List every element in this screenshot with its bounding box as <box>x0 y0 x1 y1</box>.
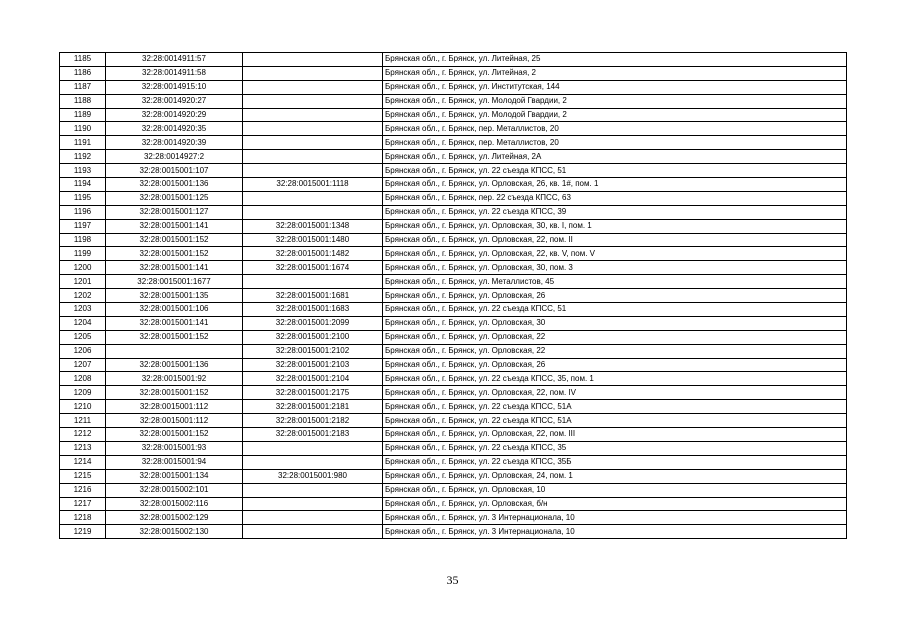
cadastral-number-cell: 32:28:0015001:136 <box>106 178 243 192</box>
row-number-cell: 1201 <box>60 275 106 289</box>
table-row <box>60 344 847 358</box>
sub-cadastral-number-cell <box>243 164 383 178</box>
address-cell: Брянская обл., г. Брянск, пер. Металлистов, 20 <box>383 136 847 150</box>
sub-cadastral-number-cell <box>243 136 383 150</box>
row-number-cell: 1219 <box>60 525 106 539</box>
cadastral-number-cell: 32:28:0014920:29 <box>106 108 243 122</box>
cadastral-number-cell: 32:28:0015001:106 <box>106 303 243 317</box>
sub-cadastral-number-cell <box>243 122 383 136</box>
cadastral-number-cell: 32:28:0015001:135 <box>106 289 243 303</box>
row-number-cell: 1213 <box>60 441 106 455</box>
table-row <box>60 94 847 108</box>
cadastral-number-cell: 32:28:0015002:116 <box>106 497 243 511</box>
row-number-cell: 1186 <box>60 66 106 80</box>
row-number-cell: 1187 <box>60 80 106 94</box>
cadastral-number-cell: 32:28:0015001:112 <box>106 400 243 414</box>
cadastral-number-cell: 32:28:0014911:58 <box>106 66 243 80</box>
row-number-cell: 1204 <box>60 316 106 330</box>
sub-cadastral-number-cell: 32:28:0015001:2183 <box>243 428 383 442</box>
row-number-cell: 1193 <box>60 164 106 178</box>
row-number-cell: 1185 <box>60 53 106 67</box>
address-cell: Брянская обл., г. Брянск, ул. Орловская, 24, пом. 1 <box>383 469 847 483</box>
table-row <box>60 441 847 455</box>
cadastral-number-cell: 32:28:0015001:107 <box>106 164 243 178</box>
address-cell: Брянская обл., г. Брянск, ул. Институтская, 144 <box>383 80 847 94</box>
cadastral-number-cell: 32:28:0014920:35 <box>106 122 243 136</box>
cadastral-number-cell: 32:28:0015002:101 <box>106 483 243 497</box>
row-number-cell: 1199 <box>60 247 106 261</box>
table-row <box>60 66 847 80</box>
row-number-cell: 1210 <box>60 400 106 414</box>
sub-cadastral-number-cell: 32:28:0015001:1118 <box>243 178 383 192</box>
table-row <box>60 483 847 497</box>
table-row <box>60 497 847 511</box>
address-cell: Брянская обл., г. Брянск, ул. Литейная, 2 <box>383 66 847 80</box>
sub-cadastral-number-cell <box>243 275 383 289</box>
table-row <box>60 164 847 178</box>
cadastral-number-cell <box>106 344 243 358</box>
address-cell: Брянская обл., г. Брянск, ул. Орловская, 30, пом. 3 <box>383 261 847 275</box>
row-number-cell: 1208 <box>60 372 106 386</box>
registry-table <box>59 52 847 539</box>
row-number-cell: 1218 <box>60 511 106 525</box>
sub-cadastral-number-cell: 32:28:0015001:980 <box>243 469 383 483</box>
address-cell: Брянская обл., г. Брянск, ул. Литейная, 25 <box>383 53 847 67</box>
row-number-cell: 1214 <box>60 455 106 469</box>
cadastral-number-cell: 32:28:0014911:57 <box>106 53 243 67</box>
sub-cadastral-number-cell <box>243 191 383 205</box>
cadastral-number-cell: 32:28:0015001:141 <box>106 316 243 330</box>
page-number: 35 <box>446 573 459 587</box>
address-cell: Брянская обл., г. Брянск, ул. 22 съезда КПСС, 35, пом. 1 <box>383 372 847 386</box>
address-cell: Брянская обл., г. Брянск, ул. 3 Интернационала, 10 <box>383 525 847 539</box>
table-row <box>60 108 847 122</box>
cadastral-number-cell: 32:28:0015001:94 <box>106 455 243 469</box>
sub-cadastral-number-cell: 32:28:0015001:2104 <box>243 372 383 386</box>
table-row <box>60 414 847 428</box>
sub-cadastral-number-cell <box>243 205 383 219</box>
table-row <box>60 469 847 483</box>
table-row <box>60 428 847 442</box>
row-number-cell: 1196 <box>60 205 106 219</box>
address-cell: Брянская обл., г. Брянск, ул. 22 съезда КПСС, 51 <box>383 164 847 178</box>
cadastral-number-cell: 32:28:0015001:127 <box>106 205 243 219</box>
table-row <box>60 233 847 247</box>
address-cell: Брянская обл., г. Брянск, ул. Орловская, 22 <box>383 330 847 344</box>
table-row <box>60 372 847 386</box>
table-row <box>60 289 847 303</box>
address-cell: Брянская обл., г. Брянск, ул. Орловская, 22 <box>383 344 847 358</box>
address-cell: Брянская обл., г. Брянск, пер. 22 съезда КПСС, 63 <box>383 191 847 205</box>
cadastral-number-cell: 32:28:0015001:152 <box>106 247 243 261</box>
table-row <box>60 400 847 414</box>
address-cell: Брянская обл., г. Брянск, ул. Молодой Гвардии, 2 <box>383 108 847 122</box>
address-cell: Брянская обл., г. Брянск, ул. 22 съезда КПСС, 35Б <box>383 455 847 469</box>
registry-table-body <box>60 53 847 539</box>
cadastral-number-cell: 32:28:0015001:141 <box>106 261 243 275</box>
cadastral-number-cell: 32:28:0015001:1677 <box>106 275 243 289</box>
table-row <box>60 53 847 67</box>
row-number-cell: 1194 <box>60 178 106 192</box>
row-number-cell: 1198 <box>60 233 106 247</box>
address-cell: Брянская обл., г. Брянск, ул. Орловская, 22, пом. II <box>383 233 847 247</box>
row-number-cell: 1216 <box>60 483 106 497</box>
row-number-cell: 1212 <box>60 428 106 442</box>
row-number-cell: 1200 <box>60 261 106 275</box>
address-cell: Брянская обл., г. Брянск, ул. 22 съезда КПСС, 35 <box>383 441 847 455</box>
table-row <box>60 122 847 136</box>
sub-cadastral-number-cell <box>243 66 383 80</box>
row-number-cell: 1191 <box>60 136 106 150</box>
sub-cadastral-number-cell: 32:28:0015001:2181 <box>243 400 383 414</box>
row-number-cell: 1202 <box>60 289 106 303</box>
sub-cadastral-number-cell <box>243 441 383 455</box>
table-row <box>60 136 847 150</box>
address-cell: Брянская обл., г. Брянск, ул. Орловская, 22, пом. IV <box>383 386 847 400</box>
cadastral-number-cell: 32:28:0014927:2 <box>106 150 243 164</box>
address-cell: Брянская обл., г. Брянск, ул. Орловская, 22, пом. III <box>383 428 847 442</box>
cadastral-number-cell: 32:28:0015001:112 <box>106 414 243 428</box>
address-cell: Брянская обл., г. Брянск, ул. Молодой Гвардии, 2 <box>383 94 847 108</box>
table-row <box>60 525 847 539</box>
cadastral-number-cell: 32:28:0015001:93 <box>106 441 243 455</box>
row-number-cell: 1188 <box>60 94 106 108</box>
table-row <box>60 150 847 164</box>
sub-cadastral-number-cell: 32:28:0015001:2175 <box>243 386 383 400</box>
table-row <box>60 205 847 219</box>
sub-cadastral-number-cell: 32:28:0015001:2100 <box>243 330 383 344</box>
sub-cadastral-number-cell: 32:28:0015001:1681 <box>243 289 383 303</box>
table-row <box>60 247 847 261</box>
cadastral-number-cell: 32:28:0014920:39 <box>106 136 243 150</box>
cadastral-number-cell: 32:28:0015001:141 <box>106 219 243 233</box>
cadastral-number-cell: 32:28:0015001:152 <box>106 233 243 247</box>
address-cell: Брянская обл., г. Брянск, пер. Металлистов, 20 <box>383 122 847 136</box>
address-cell: Брянская обл., г. Брянск, ул. 22 съезда КПСС, 51А <box>383 400 847 414</box>
row-number-cell: 1211 <box>60 414 106 428</box>
cadastral-number-cell: 32:28:0015002:130 <box>106 525 243 539</box>
address-cell: Брянская обл., г. Брянск, ул. Орловская, 26, кв. 1#, пом. 1 <box>383 178 847 192</box>
sub-cadastral-number-cell: 32:28:0015001:1674 <box>243 261 383 275</box>
table-row <box>60 191 847 205</box>
table-row <box>60 303 847 317</box>
table-row <box>60 275 847 289</box>
sub-cadastral-number-cell <box>243 94 383 108</box>
row-number-cell: 1190 <box>60 122 106 136</box>
address-cell: Брянская обл., г. Брянск, ул. Орловская, 30, кв. I, пом. 1 <box>383 219 847 233</box>
address-cell: Брянская обл., г. Брянск, ул. Орловская, б/н <box>383 497 847 511</box>
sub-cadastral-number-cell: 32:28:0015001:2182 <box>243 414 383 428</box>
address-cell: Брянская обл., г. Брянск, ул. Литейная, 2А <box>383 150 847 164</box>
address-cell: Брянская обл., г. Брянск, ул. Орловская, 22, кв. V, пом. V <box>383 247 847 261</box>
table-row <box>60 386 847 400</box>
cadastral-number-cell: 32:28:0015001:125 <box>106 191 243 205</box>
sub-cadastral-number-cell: 32:28:0015001:2103 <box>243 358 383 372</box>
sub-cadastral-number-cell <box>243 108 383 122</box>
table-row <box>60 261 847 275</box>
table-row <box>60 511 847 525</box>
sub-cadastral-number-cell <box>243 80 383 94</box>
sub-cadastral-number-cell: 32:28:0015001:1683 <box>243 303 383 317</box>
sub-cadastral-number-cell <box>243 525 383 539</box>
sub-cadastral-number-cell <box>243 150 383 164</box>
sub-cadastral-number-cell: 32:28:0015001:1482 <box>243 247 383 261</box>
cadastral-number-cell: 32:28:0014920:27 <box>106 94 243 108</box>
cadastral-number-cell: 32:28:0015001:136 <box>106 358 243 372</box>
cadastral-number-cell: 32:28:0015001:134 <box>106 469 243 483</box>
row-number-cell: 1217 <box>60 497 106 511</box>
table-row <box>60 330 847 344</box>
sub-cadastral-number-cell <box>243 483 383 497</box>
row-number-cell: 1207 <box>60 358 106 372</box>
sub-cadastral-number-cell: 32:28:0015001:2099 <box>243 316 383 330</box>
row-number-cell: 1203 <box>60 303 106 317</box>
cadastral-number-cell: 32:28:0015001:152 <box>106 386 243 400</box>
table-row <box>60 178 847 192</box>
address-cell: Брянская обл., г. Брянск, ул. Орловская, 26 <box>383 358 847 372</box>
row-number-cell: 1209 <box>60 386 106 400</box>
row-number-cell: 1206 <box>60 344 106 358</box>
sub-cadastral-number-cell: 32:28:0015001:2102 <box>243 344 383 358</box>
row-number-cell: 1195 <box>60 191 106 205</box>
address-cell: Брянская обл., г. Брянск, ул. Металлистов, 45 <box>383 275 847 289</box>
row-number-cell: 1192 <box>60 150 106 164</box>
cadastral-number-cell: 32:28:0015001:152 <box>106 428 243 442</box>
cadastral-number-cell: 32:28:0015001:152 <box>106 330 243 344</box>
row-number-cell: 1215 <box>60 469 106 483</box>
table-row <box>60 80 847 94</box>
sub-cadastral-number-cell: 32:28:0015001:1480 <box>243 233 383 247</box>
table-row <box>60 316 847 330</box>
sub-cadastral-number-cell <box>243 511 383 525</box>
sub-cadastral-number-cell <box>243 53 383 67</box>
address-cell: Брянская обл., г. Брянск, ул. Орловская, 30 <box>383 316 847 330</box>
table-row <box>60 358 847 372</box>
table-row <box>60 219 847 233</box>
address-cell: Брянская обл., г. Брянск, ул. 3 Интернационала, 10 <box>383 511 847 525</box>
cadastral-number-cell: 32:28:0015001:92 <box>106 372 243 386</box>
row-number-cell: 1205 <box>60 330 106 344</box>
cadastral-number-cell: 32:28:0014915:10 <box>106 80 243 94</box>
address-cell: Брянская обл., г. Брянск, ул. 22 съезда КПСС, 51 <box>383 303 847 317</box>
address-cell: Брянская обл., г. Брянск, ул. 22 съезда КПСС, 39 <box>383 205 847 219</box>
address-cell: Брянская обл., г. Брянск, ул. 22 съезда КПСС, 51А <box>383 414 847 428</box>
sub-cadastral-number-cell <box>243 497 383 511</box>
cadastral-number-cell: 32:28:0015002:129 <box>106 511 243 525</box>
row-number-cell: 1197 <box>60 219 106 233</box>
sub-cadastral-number-cell: 32:28:0015001:1348 <box>243 219 383 233</box>
row-number-cell: 1189 <box>60 108 106 122</box>
sub-cadastral-number-cell <box>243 455 383 469</box>
table-row <box>60 455 847 469</box>
address-cell: Брянская обл., г. Брянск, ул. Орловская, 26 <box>383 289 847 303</box>
address-cell: Брянская обл., г. Брянск, ул. Орловская, 10 <box>383 483 847 497</box>
